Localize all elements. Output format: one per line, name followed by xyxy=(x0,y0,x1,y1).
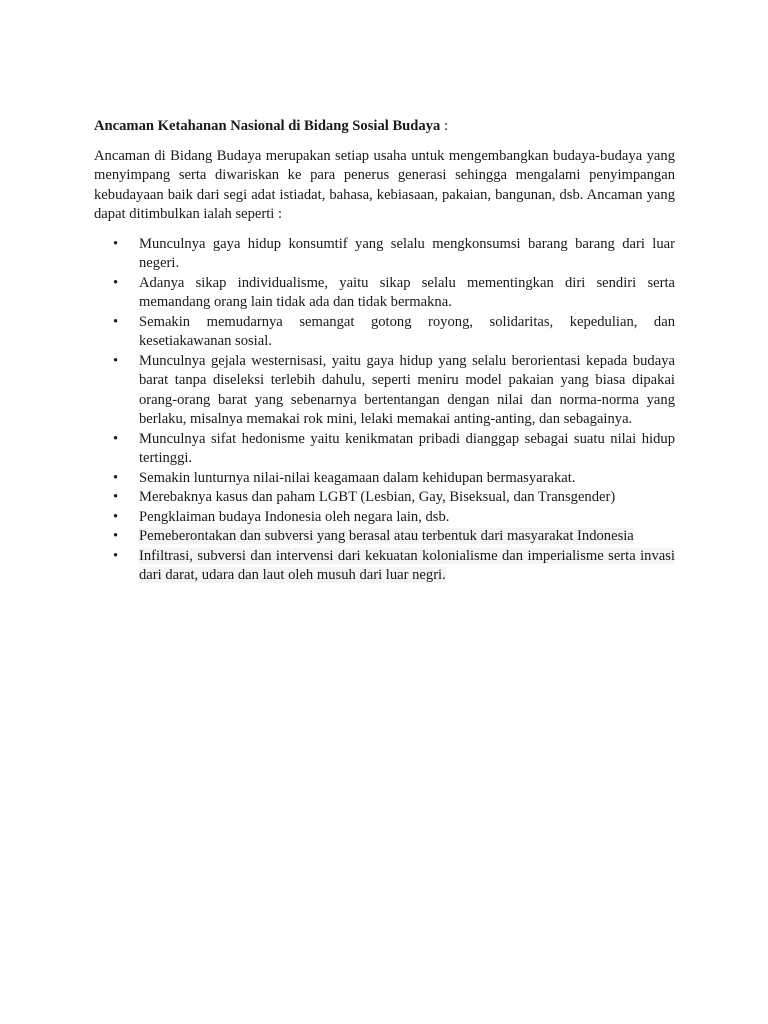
bullet-icon: • xyxy=(113,352,119,369)
bullet-icon: • xyxy=(113,489,119,505)
bullet-icon: • xyxy=(113,313,119,330)
list-item xyxy=(94,235,675,274)
list-item xyxy=(94,430,675,469)
list-item xyxy=(94,508,675,528)
list-item-text: Merebaknya kasus dan paham LGBT (Lesbian, Gay, Biseksual, dan Transgender) xyxy=(139,489,616,505)
bullet-icon: • xyxy=(113,528,119,544)
list-item xyxy=(94,352,675,430)
list-item-text: Infiltrasi, subversi dan intervensi dari kekuatan kolonialisme dan imperialisme serta invasi dari darat, udara dan laut oleh musuh dari luar negri. xyxy=(139,547,675,583)
document-heading xyxy=(94,117,675,137)
bullet-icon: • xyxy=(113,274,119,291)
bullet-icon: • xyxy=(113,508,119,525)
intro-paragraph: Ancaman di Bidang Budaya merupakan setiap usaha untuk mengembangkan budaya-budaya yang menyimpang serta diwariskan ke para penerus generasi sehingga mengalami penyimpangan kebudayaan baik dari segi adat istiadat, bahasa, kebiasaan, pakaian, bangunan, dsb. Ancaman yang dapat ditimbulkan ialah seperti : xyxy=(94,147,675,222)
heading-title: Ancaman Ketahanan Nasional di Bidang Sosial Budaya xyxy=(94,118,441,134)
list-item-text: Semakin memudarnya semangat gotong royong, solidaritas, kepedulian, dan kesetiakawanan sosial. xyxy=(139,313,675,349)
heading-colon: : xyxy=(440,118,448,134)
list-item xyxy=(94,469,675,489)
list-item-text: Munculnya gejala westernisasi, yaitu gaya hidup yang selalu berorientasi kepada budaya barat tanpa diseleksi terlebih dahulu, seperti meniru model pakaian yang biasa dipakai orang-orang barat yang sebenarnya bertentangan dengan nilai dan norma-norma yang berlaku, misalnya memakai rok mini, lelaki memakai anting-anting, dan sebagainya. xyxy=(139,352,675,427)
list-item xyxy=(94,547,675,586)
list-item xyxy=(94,274,675,313)
list-item-text: Pengklaiman budaya Indonesia oleh negara lain, dsb. xyxy=(139,508,450,525)
list-item xyxy=(94,488,675,508)
list-item xyxy=(94,313,675,352)
list-item xyxy=(94,527,675,547)
document-page xyxy=(94,117,675,586)
threat-list xyxy=(94,235,675,586)
bullet-icon: • xyxy=(113,235,119,252)
list-item-text: Pemeberontakan dan subversi yang berasal atau terbentuk dari masyarakat Indonesia xyxy=(139,528,634,544)
bullet-icon: • xyxy=(113,430,119,447)
list-item-text: Adanya sikap individualisme, yaitu sikap selalu mementingkan diri sendiri serta memandang orang lain tidak ada dan tidak bermakna. xyxy=(139,274,675,310)
list-item-text: Semakin lunturnya nilai-nilai keagamaan dalam kehidupan bermasyarakat. xyxy=(139,469,576,486)
bullet-icon: • xyxy=(113,547,119,564)
list-item-text: Munculnya gaya hidup konsumtif yang selalu mengkonsumsi barang barang dari luar negeri. xyxy=(139,235,675,271)
list-item-text: Munculnya sifat hedonisme yaitu kenikmatan pribadi dianggap sebagai suatu nilai hidup tertinggi. xyxy=(139,430,675,466)
bullet-icon: • xyxy=(113,469,119,486)
